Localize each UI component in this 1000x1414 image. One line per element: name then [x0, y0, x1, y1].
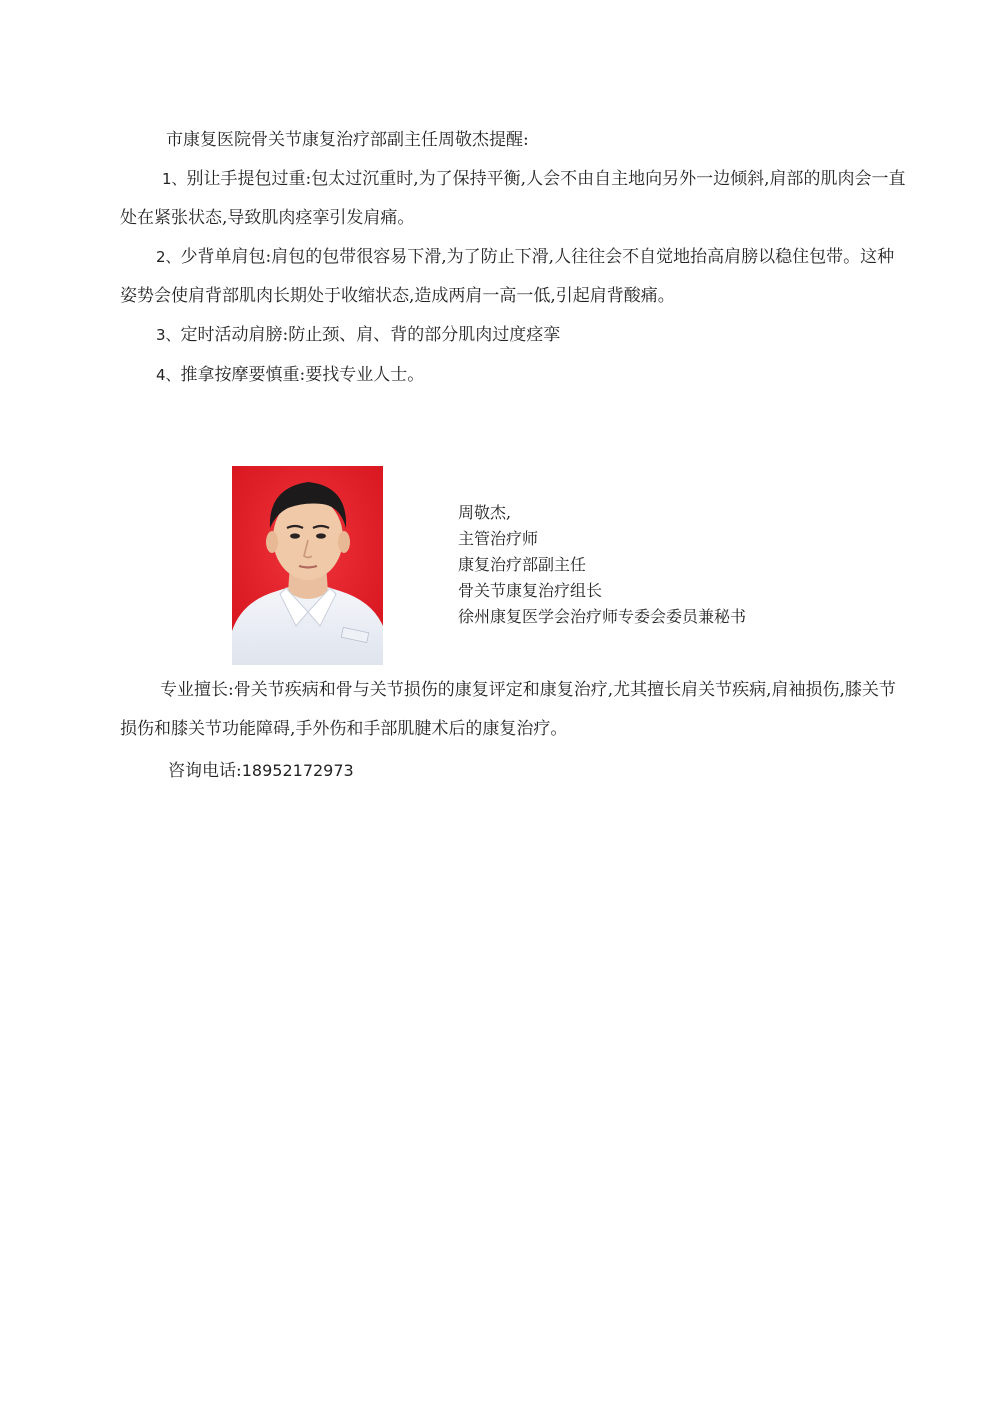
tip-number: 4、: [156, 366, 181, 384]
tip-item-1: [120, 160, 910, 238]
tip-item-3: [120, 316, 910, 355]
tip-item-4: [120, 356, 910, 395]
doctor-title: 主管治疗师: [458, 529, 539, 548]
tip-text: 推拿按摩要慎重:要找专业人士。: [180, 365, 425, 385]
consult-phone: [168, 751, 354, 791]
tip-text: 少背单肩包:肩包的包带很容易下滑,为了防止下滑,人往往会不自觉地抬高肩膀以稳住包带。这种姿势会使肩背部肌肉长期处于收缩状态,造成两肩一高一低,引起肩背酸痛。: [120, 247, 895, 306]
tip-number: 3、: [156, 326, 181, 344]
tip-text: 别让手提包过重:包太过沉重时,为了保持平衡,人会不由自主地向另外一边倾斜,肩部的肌肉会一直处在紧张状态,导致肌肉痉挛引发肩痛。: [120, 169, 906, 228]
doctor-portrait-photo: [232, 466, 383, 665]
doctor-name: 周敬杰,: [458, 503, 512, 522]
intro-heading: 市康复医院骨关节康复治疗部副主任周敬杰提醒:: [166, 130, 529, 150]
tip-text: 定时活动肩膀:防止颈、肩、背的部分肌肉过度痉挛: [180, 325, 561, 345]
tip-number: 2、: [156, 248, 181, 266]
specialty-paragraph: 专业擅长:骨关节疾病和骨与关节损伤的康复评定和康复治疗,尤其擅长肩关节疾病,肩袖损伤,膝关节损伤和膝关节功能障碍,手外伤和手部肌腱术后的康复治疗。: [120, 680, 896, 739]
phone-label: 咨询电话:: [168, 761, 242, 781]
doctor-group: 骨关节康复治疗组长: [458, 581, 603, 600]
doctor-position: 康复治疗部副主任: [458, 555, 587, 574]
doctor-society: 徐州康复医学会治疗师专委会委员兼秘书: [458, 607, 747, 626]
tip-item-2: [120, 238, 910, 316]
doctor-credentials: [458, 500, 746, 630]
tip-number: 1、: [162, 170, 187, 188]
phone-number: 18952172973: [241, 761, 354, 780]
